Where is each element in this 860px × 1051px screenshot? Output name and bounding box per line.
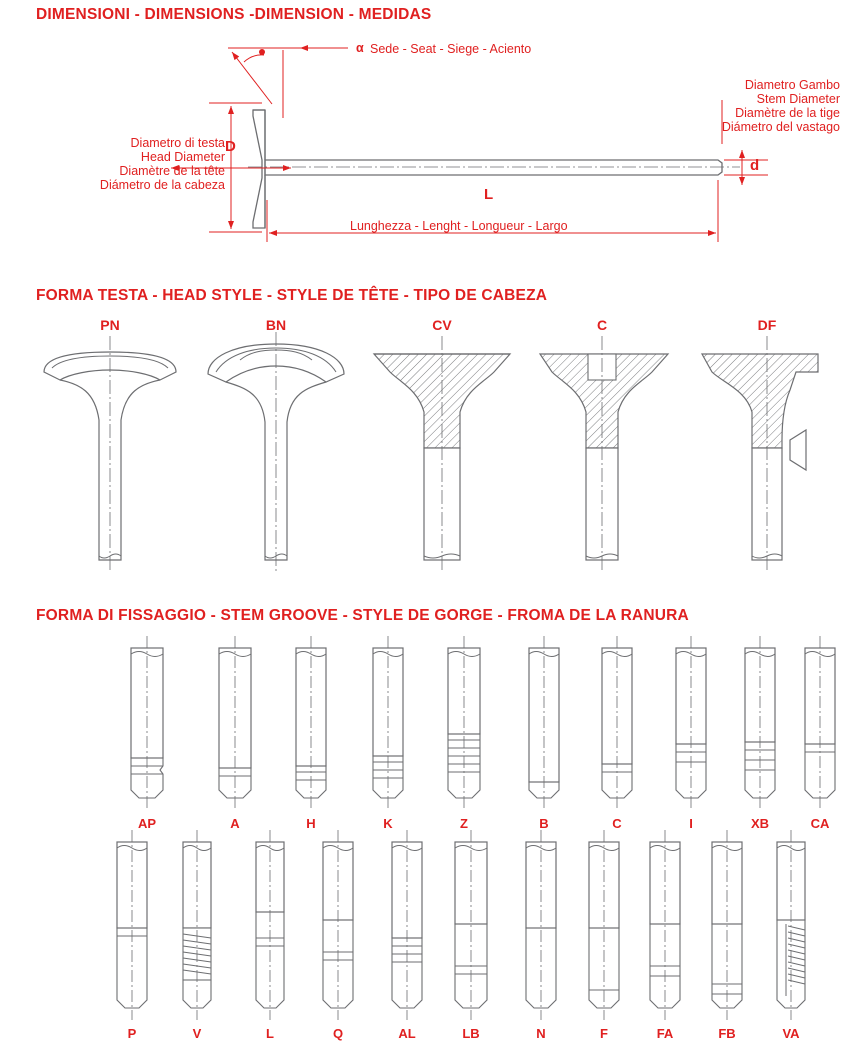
groove-code-AL: AL (398, 1026, 416, 1041)
groove-code-AP: AP (137, 816, 157, 831)
stem-groove-I (676, 636, 706, 810)
groove-code-LB: LB (462, 1026, 480, 1041)
groove-code-FA: FA (656, 1026, 674, 1041)
stem-groove-F (589, 830, 619, 1020)
stem-groove-XB (745, 636, 775, 810)
head-code-PN: PN (100, 317, 120, 333)
head-diameter-label-line1: Diametro di testa (130, 136, 225, 150)
angle-symbol: α (356, 41, 364, 55)
stem-groove-Z (448, 636, 480, 810)
head-diameter-label-line2: Head Diameter (140, 150, 225, 164)
stem-diameter-label-line4: Diámetro del vastago (721, 120, 840, 134)
groove-code-A: A (230, 816, 240, 831)
groove-code-L: L (266, 1026, 274, 1041)
groove-code-H: H (306, 816, 316, 831)
stem-groove-N (526, 830, 556, 1020)
head-code-CV: CV (432, 317, 452, 333)
stem-groove-P (117, 830, 147, 1020)
groove-code-FB: FB (718, 1026, 736, 1041)
head-code-C: C (596, 317, 608, 333)
stem-groove-FA (650, 830, 680, 1020)
stem-groove-AP (131, 636, 163, 810)
stem-groove-FB (712, 830, 742, 1020)
stem-groove-V (183, 830, 211, 1020)
section-title-stem-groove: FORMA DI FISSAGGIO - STEM GROOVE - STYLE DE GORGE - FROMA DE LA RANURA (36, 607, 689, 624)
dimension-d: d (750, 157, 760, 174)
groove-code-K: K (383, 816, 393, 831)
groove-code-B: B (539, 816, 549, 831)
head-style-CV (374, 336, 510, 572)
head-style-C (540, 336, 668, 572)
groove-code-V: V (192, 1026, 202, 1041)
section-title-head-style: FORMA TESTA - HEAD STYLE - STYLE DE TÊTE - TIPO DE CABEZA (36, 287, 548, 304)
groove-code-Z: Z (460, 816, 468, 831)
head-code-BN: BN (265, 317, 287, 333)
groove-code-P: P (127, 1026, 137, 1041)
stem-groove-C (602, 636, 632, 810)
groove-code-N: N (536, 1026, 546, 1041)
groove-code-CA: CA (810, 816, 830, 831)
stem-groove-L (256, 830, 284, 1020)
section-title-dimensions: DIMENSIONI - DIMENSIONS -DIMENSION - MEDIDAS (36, 6, 432, 23)
head-style-PN (44, 336, 176, 572)
stem-groove-Q (323, 830, 353, 1020)
stem-groove-VA (777, 830, 805, 1020)
stem-diameter-label-line3: Diamètre de la tige (735, 106, 840, 120)
groove-code-F: F (600, 1026, 608, 1041)
groove-code-C: C (612, 816, 622, 831)
groove-code-VA: VA (782, 1026, 800, 1041)
stem-groove-H (296, 636, 326, 810)
stem-groove-B (529, 636, 559, 810)
head-style-DF (702, 336, 818, 572)
head-style-BN (208, 332, 344, 572)
head-diameter-label-line3: Diamètre de la tête (119, 164, 225, 178)
head-code-DF: DF (757, 317, 777, 333)
groove-code-Q: Q (332, 1026, 344, 1041)
dimension-D: D (225, 138, 236, 155)
stem-diameter-label-line2: Stem Diameter (756, 92, 840, 106)
groove-code-I: I (689, 816, 693, 831)
groove-code-XB: XB (750, 816, 770, 831)
length-label: Lunghezza - Lenght - Longueur - Largo (350, 219, 568, 233)
dimension-L: L (484, 186, 494, 203)
head-diameter-label-line4: Diámetro de la cabeza (99, 178, 225, 192)
stem-groove-AL (392, 830, 422, 1020)
stem-diameter-label-line1: Diametro Gambo (744, 78, 840, 92)
stem-groove-CA (805, 636, 835, 810)
seat-label: Sede - Seat - Siege - Aciento (370, 42, 532, 56)
stem-groove-LB (455, 830, 487, 1020)
stem-groove-K (373, 636, 403, 810)
stem-groove-A (219, 636, 251, 810)
